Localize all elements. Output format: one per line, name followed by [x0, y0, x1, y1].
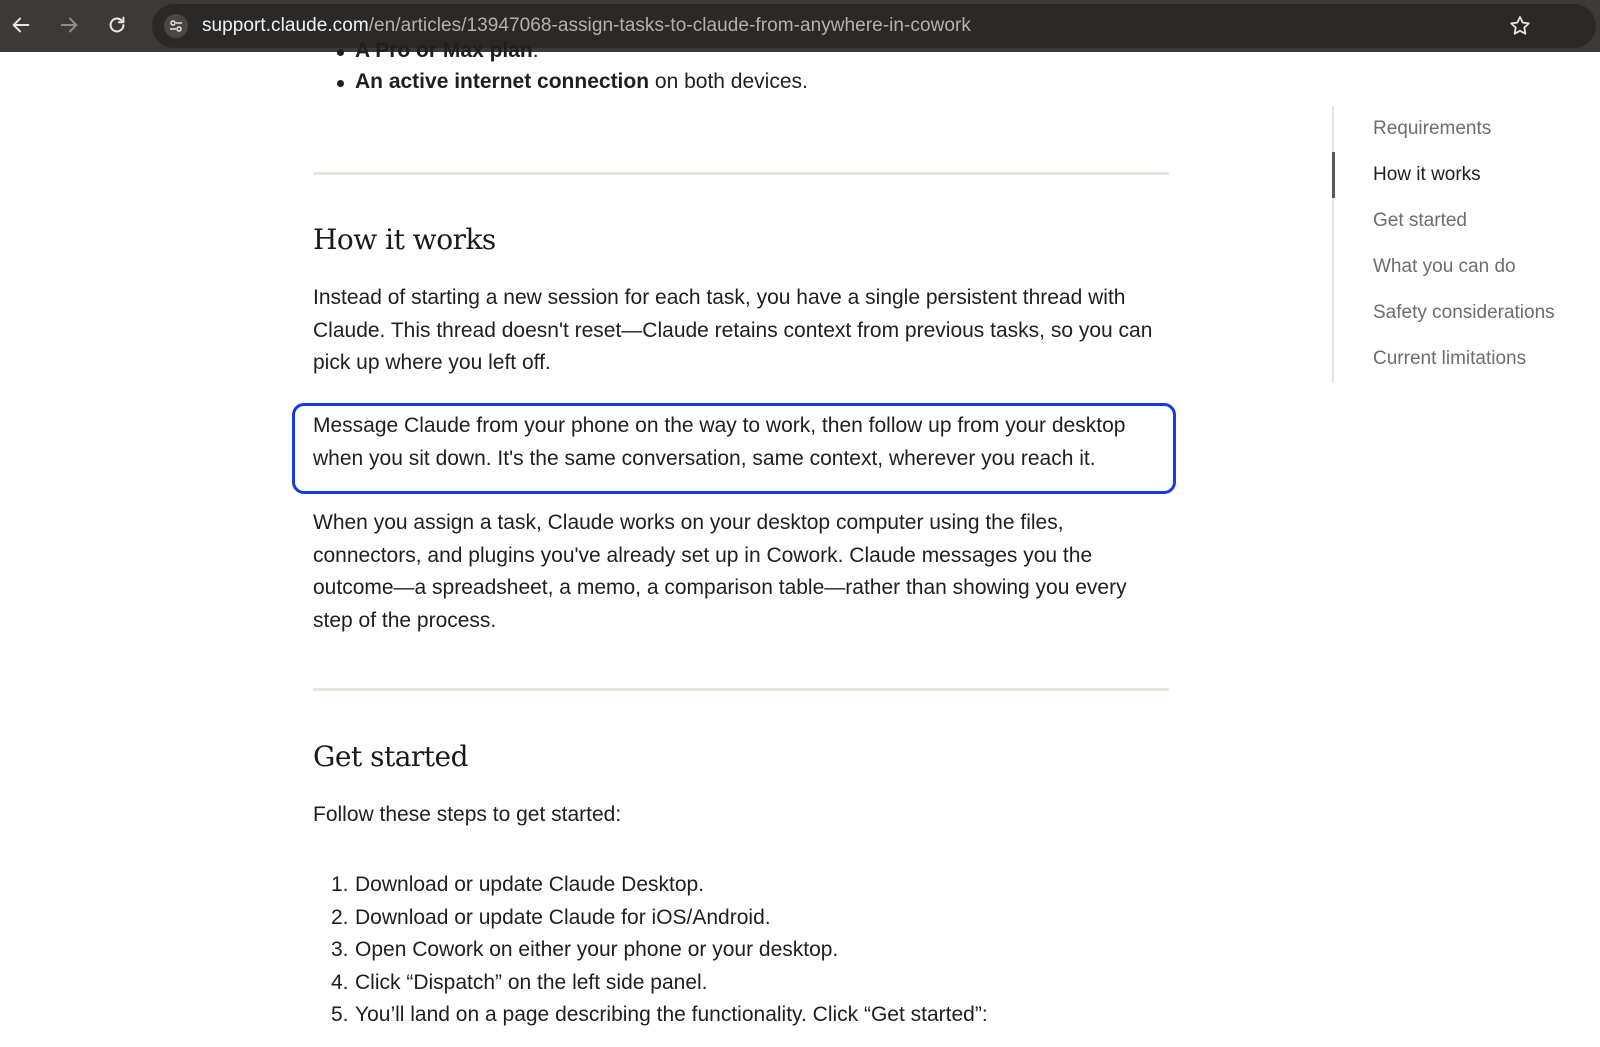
arrow-left-icon	[10, 14, 32, 36]
requirements-list-visible	[313, 66, 1171, 99]
forward-button[interactable]	[52, 8, 86, 42]
how-it-works-paragraph: Instead of starting a new session for each task, you have a single persistent thread with Claude. This thread doesn't reset—Claude retains context from previous tasks, so you can pick up where you left off.	[313, 286, 1153, 374]
tune-icon	[168, 18, 184, 34]
list-item-bold: A Pro or Max plan	[355, 39, 533, 62]
list-item	[313, 66, 1171, 99]
list-item	[313, 967, 1171, 1000]
arrow-right-icon	[58, 14, 80, 36]
highlight-paragraph: Message Claude from your phone on the way to work, then follow up from your desktop when you sit down. It's the same conversation, same context, wherever you reach it.	[313, 414, 1126, 470]
step-text: Download or update Claude Desktop.	[355, 873, 705, 896]
url-host: support.claude.com	[202, 15, 369, 36]
toc-item-current-limitations[interactable]: Current limitations	[1373, 348, 1527, 369]
get-started-intro: Follow these steps to get started:	[313, 803, 622, 826]
toc-item-what-you-can-do[interactable]: What you can do	[1373, 256, 1516, 277]
back-button[interactable]	[4, 8, 38, 42]
reload-icon	[106, 14, 128, 36]
list-item	[313, 869, 1171, 902]
steps-list	[313, 869, 1171, 1032]
reload-button[interactable]	[100, 8, 134, 42]
url-path: /en/articles/13947068-assign-tasks-to-claude-from-anywhere-in-cowork	[368, 15, 971, 36]
table-of-contents	[1332, 106, 1600, 383]
toc-item-requirements[interactable]: Requirements	[1373, 118, 1492, 139]
section-divider	[313, 172, 1169, 175]
step-number: 2.	[331, 905, 349, 929]
list-item	[313, 35, 1171, 68]
get-started-heading: Get started	[313, 740, 469, 773]
list-item	[313, 902, 1171, 935]
list-item-bold: An active internet connection	[355, 70, 650, 93]
site-info-button[interactable]	[164, 14, 188, 38]
step-text: Download or update Claude for iOS/Android.	[355, 905, 771, 929]
star-icon[interactable]	[1508, 14, 1532, 38]
step-text: Click “Dispatch” on the left side panel.	[355, 970, 708, 994]
list-item	[313, 934, 1171, 967]
section-divider	[313, 688, 1169, 691]
toc-item-safety-considerations[interactable]: Safety considerations	[1373, 302, 1555, 323]
step-text: You’ll land on a page describing the functionality. Click “Get started”:	[355, 1003, 988, 1026]
step-number: 3.	[331, 938, 349, 961]
list-item-rest: on both devices.	[649, 70, 808, 93]
list-item	[313, 999, 1171, 1032]
assign-task-paragraph: When you assign a task, Claude works on your desktop computer using the files, connectors, and plugins you've already set up in Cowork. Claude messages you the outcome—a spreadsheet, a memo, a comparison table—rather than showing you every step of the process.	[313, 511, 1127, 632]
step-number: 1.	[331, 873, 349, 896]
list-item-rest: .	[532, 39, 539, 62]
step-text: Open Cowork on either your phone or your desktop.	[355, 938, 839, 961]
toc-item-get-started[interactable]: Get started	[1373, 210, 1467, 231]
step-number: 5.	[331, 1003, 349, 1026]
how-it-works-heading: How it works	[313, 223, 496, 256]
step-number: 4.	[331, 970, 349, 994]
toc-item-how-it-works[interactable]: How it works	[1334, 152, 1600, 198]
